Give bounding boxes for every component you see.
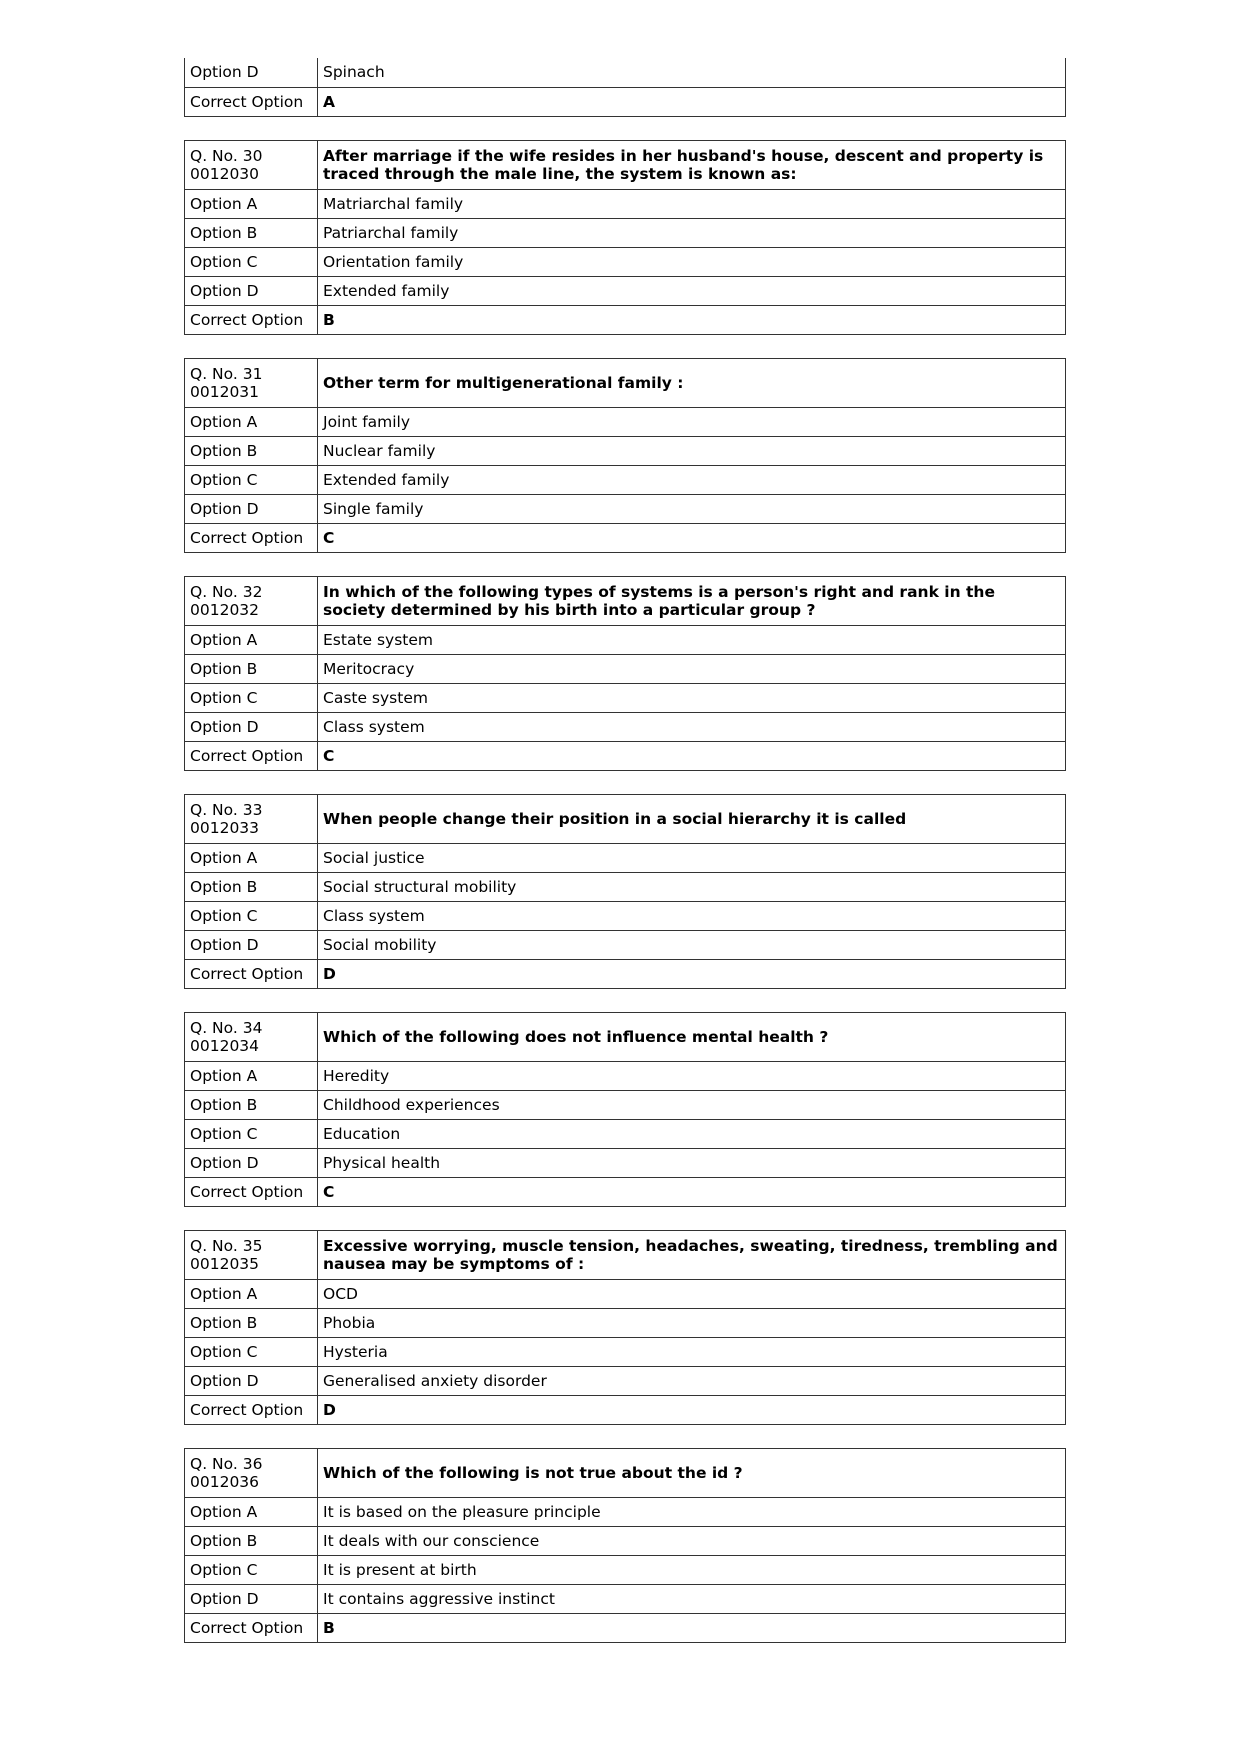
option-value: Meritocracy <box>318 654 1066 683</box>
question-number-cell <box>185 140 318 189</box>
question-code: 0012033 <box>190 818 260 837</box>
option-label: Option B <box>185 654 318 683</box>
option-row <box>185 1584 1066 1613</box>
option-value: It contains aggressive instinct <box>318 1584 1066 1613</box>
option-value: Matriarchal family <box>318 189 1066 218</box>
option-row <box>185 494 1066 523</box>
option-value: It is present at birth <box>318 1555 1066 1584</box>
option-label: Option B <box>185 1526 318 1555</box>
correct-option-value: C <box>318 523 1066 552</box>
option-row <box>185 1526 1066 1555</box>
question-table <box>184 1230 1066 1425</box>
option-row <box>185 1148 1066 1177</box>
correct-option-label: Correct Option <box>185 305 318 334</box>
option-row <box>185 625 1066 654</box>
option-row <box>185 654 1066 683</box>
question-text: When people change their position in a social hierarchy it is called <box>318 794 1066 843</box>
question-header-row <box>185 358 1066 407</box>
option-row <box>185 465 1066 494</box>
correct-option-row <box>185 959 1066 988</box>
correct-option-value: C <box>318 741 1066 770</box>
question-header-row <box>185 1012 1066 1061</box>
option-value: It deals with our conscience <box>318 1526 1066 1555</box>
correct-option-row <box>185 1395 1066 1424</box>
correct-option-value: D <box>318 959 1066 988</box>
correct-option-row <box>185 1177 1066 1206</box>
option-row <box>185 1337 1066 1366</box>
option-row <box>185 1366 1066 1395</box>
correct-option-label: Correct Option <box>185 1177 318 1206</box>
option-label: Option B <box>185 1090 318 1119</box>
option-value: Social structural mobility <box>318 872 1066 901</box>
option-value: Social justice <box>318 843 1066 872</box>
question-number: Q. No. 35 <box>190 1236 263 1255</box>
option-label: Option A <box>185 625 318 654</box>
correct-option-label: Correct Option <box>185 523 318 552</box>
option-value: Generalised anxiety disorder <box>318 1366 1066 1395</box>
option-label: Option A <box>185 843 318 872</box>
question-page <box>184 58 1066 1666</box>
option-row <box>185 189 1066 218</box>
correct-option-value: C <box>318 1177 1066 1206</box>
question-text: In which of the following types of systems is a person's right and rank in the society determined by his birth into a particular group ? <box>318 576 1066 625</box>
question-text: After marriage if the wife resides in her husband's house, descent and property is traced through the male line, the system is known as: <box>318 140 1066 189</box>
option-row <box>185 218 1066 247</box>
option-value: Hysteria <box>318 1337 1066 1366</box>
question-text: Other term for multigenerational family : <box>318 358 1066 407</box>
option-row <box>185 436 1066 465</box>
option-label: Option B <box>185 436 318 465</box>
correct-option-label: Correct Option <box>185 959 318 988</box>
correct-option-value: B <box>318 305 1066 334</box>
option-label: Option D <box>185 1148 318 1177</box>
question-table <box>184 140 1066 335</box>
option-row <box>185 930 1066 959</box>
option-value: Education <box>318 1119 1066 1148</box>
option-row <box>185 872 1066 901</box>
option-value: Orientation family <box>318 247 1066 276</box>
question-table <box>184 1012 1066 1207</box>
option-value: Extended family <box>318 276 1066 305</box>
question-table <box>184 1448 1066 1643</box>
option-row <box>185 1555 1066 1584</box>
correct-option-label: Correct Option <box>185 741 318 770</box>
option-label: Option D <box>185 930 318 959</box>
question-code: 0012034 <box>190 1036 260 1055</box>
option-label: Option A <box>185 407 318 436</box>
question-text: Excessive worrying, muscle tension, headaches, sweating, tiredness, trembling and nausea may be symptoms of : <box>318 1230 1066 1279</box>
option-row <box>185 1061 1066 1090</box>
option-value: Single family <box>318 494 1066 523</box>
option-value: Phobia <box>318 1308 1066 1337</box>
question-number: Q. No. 33 <box>190 800 263 819</box>
option-label: Option B <box>185 218 318 247</box>
option-row <box>185 1279 1066 1308</box>
correct-option-row <box>185 523 1066 552</box>
correct-option-label: Correct Option <box>185 1613 318 1642</box>
option-row <box>185 247 1066 276</box>
question-code: 0012031 <box>190 382 260 401</box>
option-row <box>185 58 1066 87</box>
option-value: Estate system <box>318 625 1066 654</box>
option-label: Option B <box>185 1308 318 1337</box>
question-table-continued <box>184 58 1066 117</box>
option-label: Option C <box>185 683 318 712</box>
option-label: Option C <box>185 1337 318 1366</box>
option-value: Class system <box>318 712 1066 741</box>
question-header-row <box>185 794 1066 843</box>
correct-option-value: D <box>318 1395 1066 1424</box>
question-number-cell <box>185 358 318 407</box>
option-label: Option A <box>185 1061 318 1090</box>
option-row <box>185 276 1066 305</box>
correct-option-value: B <box>318 1613 1066 1642</box>
question-number: Q. No. 34 <box>190 1018 263 1037</box>
correct-option-row <box>185 305 1066 334</box>
option-label: Option D <box>185 712 318 741</box>
option-label: Option C <box>185 465 318 494</box>
option-label: Option A <box>185 1279 318 1308</box>
question-code: 0012032 <box>190 600 260 619</box>
correct-option-row <box>185 741 1066 770</box>
question-table <box>184 794 1066 989</box>
question-text: Which of the following does not influence mental health ? <box>318 1012 1066 1061</box>
question-header-row <box>185 140 1066 189</box>
option-value: OCD <box>318 1279 1066 1308</box>
question-code: 0012030 <box>190 164 260 183</box>
option-row <box>185 843 1066 872</box>
correct-option-label: Correct Option <box>185 1395 318 1424</box>
option-label: Option D <box>185 494 318 523</box>
option-label: Option C <box>185 1119 318 1148</box>
option-value: Heredity <box>318 1061 1066 1090</box>
question-table <box>184 576 1066 771</box>
question-code: 0012036 <box>190 1472 260 1491</box>
option-value: Nuclear family <box>318 436 1066 465</box>
question-header-row <box>185 1230 1066 1279</box>
option-row <box>185 683 1066 712</box>
question-header-row <box>185 1448 1066 1497</box>
option-row <box>185 1497 1066 1526</box>
question-table <box>184 358 1066 553</box>
option-value: Spinach <box>318 58 1066 87</box>
question-number: Q. No. 31 <box>190 364 263 383</box>
question-number: Q. No. 30 <box>190 146 263 165</box>
option-row <box>185 712 1066 741</box>
option-value: Physical health <box>318 1148 1066 1177</box>
question-list <box>184 140 1066 1643</box>
option-label: Option A <box>185 189 318 218</box>
option-row <box>185 1090 1066 1119</box>
correct-option-value: A <box>318 87 1066 116</box>
option-value: Patriarchal family <box>318 218 1066 247</box>
option-row <box>185 1119 1066 1148</box>
question-header-row <box>185 576 1066 625</box>
option-label: Option C <box>185 901 318 930</box>
option-row <box>185 407 1066 436</box>
question-number-cell <box>185 1448 318 1497</box>
option-value: Joint family <box>318 407 1066 436</box>
option-value: Childhood experiences <box>318 1090 1066 1119</box>
question-number-cell <box>185 794 318 843</box>
question-number: Q. No. 32 <box>190 582 263 601</box>
question-number-cell <box>185 1230 318 1279</box>
question-number: Q. No. 36 <box>190 1454 263 1473</box>
option-label: Option D <box>185 58 318 87</box>
option-value: Caste system <box>318 683 1066 712</box>
option-value: It is based on the pleasure principle <box>318 1497 1066 1526</box>
option-value: Social mobility <box>318 930 1066 959</box>
option-value: Extended family <box>318 465 1066 494</box>
option-row <box>185 901 1066 930</box>
question-number-cell <box>185 1012 318 1061</box>
option-label: Option D <box>185 1366 318 1395</box>
option-label: Option D <box>185 1584 318 1613</box>
correct-option-label: Correct Option <box>185 87 318 116</box>
option-row <box>185 1308 1066 1337</box>
option-label: Option A <box>185 1497 318 1526</box>
correct-option-row <box>185 87 1066 116</box>
question-text: Which of the following is not true about the id ? <box>318 1448 1066 1497</box>
correct-option-row <box>185 1613 1066 1642</box>
option-value: Class system <box>318 901 1066 930</box>
option-label: Option C <box>185 1555 318 1584</box>
option-label: Option D <box>185 276 318 305</box>
question-number-cell <box>185 576 318 625</box>
option-label: Option B <box>185 872 318 901</box>
question-code: 0012035 <box>190 1254 260 1273</box>
option-label: Option C <box>185 247 318 276</box>
